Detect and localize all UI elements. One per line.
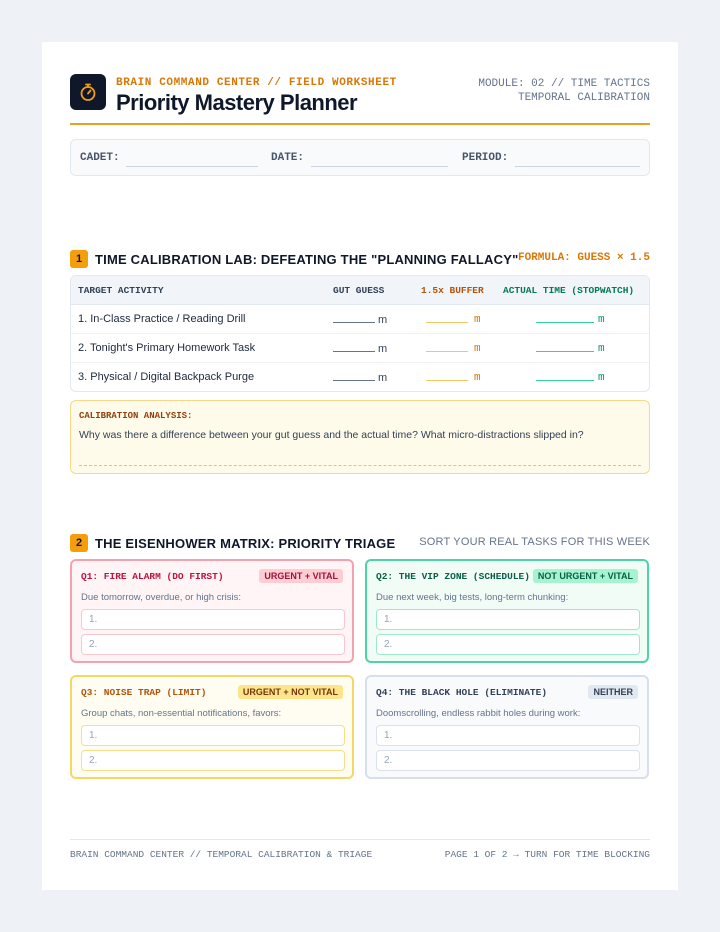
- calibration-table: [70, 275, 650, 392]
- module-meta-line-1: MODULE: 02 // TIME TACTICS: [478, 78, 650, 90]
- quadrant-tag: NOT URGENT + VITAL: [533, 569, 638, 583]
- gut-guess-blank[interactable]: [333, 380, 375, 381]
- cadet-label: CADET:: [80, 152, 120, 164]
- period-field[interactable]: [515, 166, 640, 167]
- minutes-unit: m: [378, 343, 388, 355]
- quadrant-description: Due next week, big tests, long-term chunking:: [376, 592, 569, 603]
- calibration-analysis-box[interactable]: [70, 400, 650, 474]
- table-row: [71, 305, 649, 334]
- actual-time-blank[interactable]: [536, 322, 594, 323]
- quadrant-tag: NEITHER: [588, 685, 638, 699]
- activity-label: 3. Physical / Digital Backpack Purge: [78, 371, 255, 383]
- task-input-2[interactable]: 2.: [81, 750, 345, 771]
- section-2-title: THE EISENHOWER MATRIX: PRIORITY TRIAGE: [95, 536, 396, 551]
- buffer-blank[interactable]: [426, 351, 468, 352]
- task-input-2[interactable]: 2.: [81, 634, 345, 655]
- analysis-question: Why was there a difference between your gut guess and the actual time? What micro-distractions slipped in?: [79, 429, 584, 441]
- section-1-number-badge: 1: [70, 250, 88, 268]
- quadrant-title: Q4: THE BLACK HOLE (ELIMINATE): [376, 687, 548, 698]
- minutes-unit: m: [474, 343, 481, 355]
- stopwatch-icon: [70, 74, 106, 110]
- task-input-1[interactable]: 1.: [81, 609, 345, 630]
- date-label: DATE:: [271, 152, 305, 164]
- module-meta: [478, 77, 650, 105]
- buffer-blank[interactable]: [426, 322, 468, 323]
- quadrant-tag: URGENT + NOT VITAL: [238, 685, 343, 699]
- activity-label: 2. Tonight's Primary Homework Task: [78, 342, 256, 354]
- footer-left: BRAIN COMMAND CENTER // TEMPORAL CALIBRATION & TRIAGE: [70, 849, 373, 860]
- cadet-field[interactable]: [126, 166, 258, 167]
- period-label: PERIOD:: [462, 152, 509, 164]
- table-header: [71, 276, 649, 305]
- minutes-unit: m: [474, 372, 481, 384]
- col-buffer: 1.5x BUFFER: [421, 285, 484, 296]
- col-gut-guess: GUT GUESS: [333, 285, 385, 296]
- minutes-unit: m: [474, 314, 481, 326]
- student-info-bar: [70, 139, 650, 176]
- quadrant-tag: URGENT + VITAL: [259, 569, 343, 583]
- table-row: [71, 334, 649, 363]
- worksheet-page: [42, 42, 678, 890]
- formula-note: FORMULA: GUESS × 1.5: [517, 252, 650, 264]
- quadrant-description: Group chats, non-essential notifications, favors:: [81, 708, 282, 719]
- minutes-unit: m: [378, 372, 388, 384]
- quadrant-title: Q3: NOISE TRAP (LIMIT): [81, 687, 207, 698]
- minutes-unit: m: [378, 314, 388, 326]
- actual-time-blank[interactable]: [536, 351, 594, 352]
- quadrant-title: Q1: FIRE ALARM (DO FIRST): [81, 571, 224, 582]
- task-input-1[interactable]: 1.: [376, 609, 640, 630]
- minutes-unit: m: [598, 314, 605, 326]
- quadrant-description: Doomscrolling, endless rabbit holes during work:: [376, 708, 581, 719]
- activity-label: 1. In-Class Practice / Reading Drill: [78, 313, 246, 325]
- section-1-title: TIME CALIBRATION LAB: DEFEATING THE "PLANNING FALLACY": [95, 252, 519, 267]
- quadrant-q3-noise-trap: [70, 675, 354, 779]
- header-divider: [70, 123, 650, 125]
- page-title: Priority Mastery Planner: [116, 90, 358, 115]
- task-input-1[interactable]: 1.: [376, 725, 640, 746]
- gut-guess-blank[interactable]: [333, 351, 375, 352]
- gut-guess-blank[interactable]: [333, 322, 375, 323]
- col-target-activity: TARGET ACTIVITY: [78, 285, 164, 296]
- col-actual-time: ACTUAL TIME (STOPWATCH): [503, 285, 635, 296]
- quadrant-q2-vip-zone: [365, 559, 649, 663]
- task-input-2[interactable]: 2.: [376, 750, 640, 771]
- footer-page-indicator: PAGE 1 OF 2 → TURN FOR TIME BLOCKING: [444, 849, 650, 860]
- quadrant-q4-black-hole: [365, 675, 649, 779]
- minutes-unit: m: [598, 343, 605, 355]
- analysis-label: CALIBRATION ANALYSIS:: [79, 411, 193, 421]
- quadrant-q1-fire-alarm: [70, 559, 354, 663]
- date-field[interactable]: [311, 166, 448, 167]
- task-input-2[interactable]: 2.: [376, 634, 640, 655]
- footer-divider: [70, 839, 650, 840]
- sort-note: SORT YOUR REAL TASKS FOR THIS WEEK: [419, 536, 650, 548]
- analysis-answer-line[interactable]: [79, 465, 641, 466]
- quadrant-description: Due tomorrow, overdue, or high crisis:: [81, 592, 241, 603]
- task-input-1[interactable]: 1.: [81, 725, 345, 746]
- buffer-blank[interactable]: [426, 380, 468, 381]
- minutes-unit: m: [598, 372, 605, 384]
- module-meta-line-2: TEMPORAL CALIBRATION: [517, 92, 650, 104]
- header-kicker: BRAIN COMMAND CENTER // FIELD WORKSHEET: [116, 77, 397, 89]
- section-2-number-badge: 2: [70, 534, 88, 552]
- actual-time-blank[interactable]: [536, 380, 594, 381]
- quadrant-title: Q2: THE VIP ZONE (SCHEDULE): [376, 571, 530, 582]
- table-row: [71, 363, 649, 392]
